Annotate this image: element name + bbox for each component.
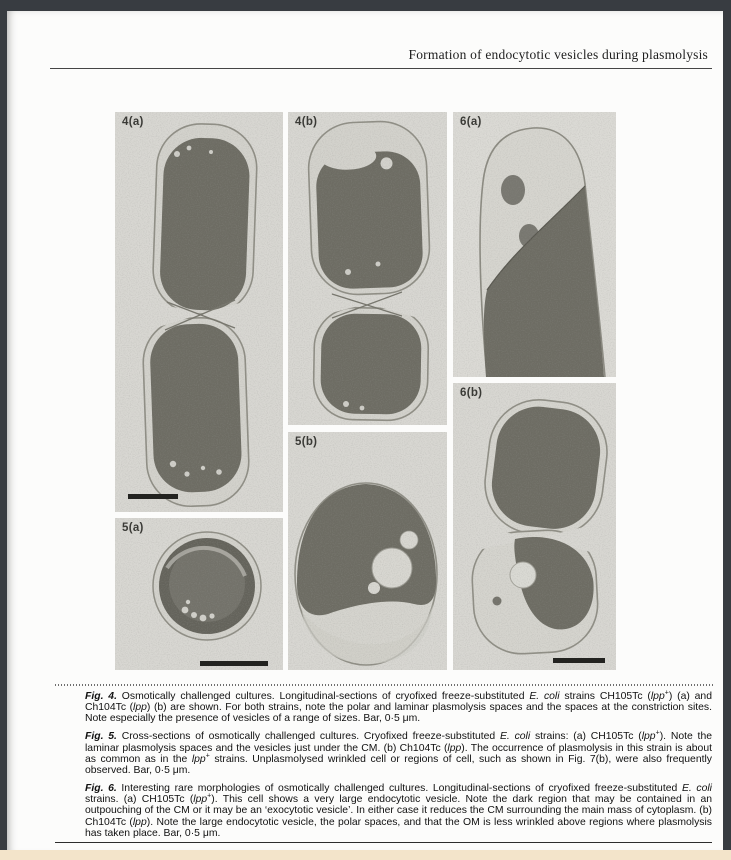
em-panel-4b — [288, 112, 447, 425]
em-panel-6b — [453, 383, 616, 670]
panel-label-6a: 6(a) — [460, 116, 482, 128]
figure-captions — [85, 691, 712, 839]
caption-separator-dotted-rule — [55, 684, 715, 686]
header-rule — [50, 68, 712, 69]
scan-bottom-strip — [0, 850, 731, 860]
panel-label-4a: 4(a) — [122, 116, 144, 128]
em-panel-5a — [115, 518, 283, 670]
scale-bar-4a — [128, 494, 178, 499]
panel-label-4b: 4(b) — [295, 116, 318, 128]
bottom-rule — [55, 842, 712, 843]
em-panel-4a — [115, 112, 283, 512]
em-panel-6a — [453, 112, 616, 377]
scale-bar-6b — [553, 658, 605, 663]
em-panel-5b — [288, 432, 447, 670]
panel-label-6b: 6(b) — [460, 387, 483, 399]
caption-fig6: Fig. 6. Interesting rare morphologies of osmotically challenged cultures. Longitudinal-sections of cryofixed freeze-substituted E. coli strains. (a) CH105Tc (lpp+). This cell shows a very large endocytotic vesicle. Note the dark region that may be contained in an outpouching of the CM or it may be an ‘exocytotic vesicle’. In either case it reduces the CM surrounding the main mass of cytoplasm. (b) Ch104Tc (lpp). Note the large endocytotic vesicle, the polar spaces, and that the OM is less wrinkled above regions where plasmolysis has taken place. Bar, 0·5 μm. — [85, 783, 712, 839]
panel-label-5b: 5(b) — [295, 436, 318, 448]
page-body — [7, 11, 723, 850]
scale-bar-5a — [200, 661, 268, 666]
caption-fig4: Fig. 4. Osmotically challenged cultures. Longitudinal-sections of cryofixed freeze-substituted E. coli strains CH105Tc (lpp+) (a) and Ch104Tc (lpp) (b) are shown. For both strains, note the polar and laminar plasmolysis spaces and the spaces at the constriction sites. Note especially the presence of vesicles of a range of sizes. Bar, 0·5 μm. — [85, 689, 712, 725]
panel-label-5a: 5(a) — [122, 522, 144, 534]
running-head-title: Formation of endocytotic vesicles during plasmolysis — [408, 47, 708, 62]
caption-fig5: Fig. 5. Cross-sections of osmotically challenged cultures. Cryofixed freeze-substituted E. coli strains: (a) CH105Tc (lpp+). Note the laminar plasmolysis spaces and the vesicles just under the CM. (b) Ch104Tc (lpp). The occurrence of plasmolysis in this strain is about as common as in the lpp+ strains. Unplasmolysed wrinkled cell or regions of cell, such as shown in Fig. 7(b), were also frequently observed. Bar, 0·5 μm. — [85, 730, 712, 776]
